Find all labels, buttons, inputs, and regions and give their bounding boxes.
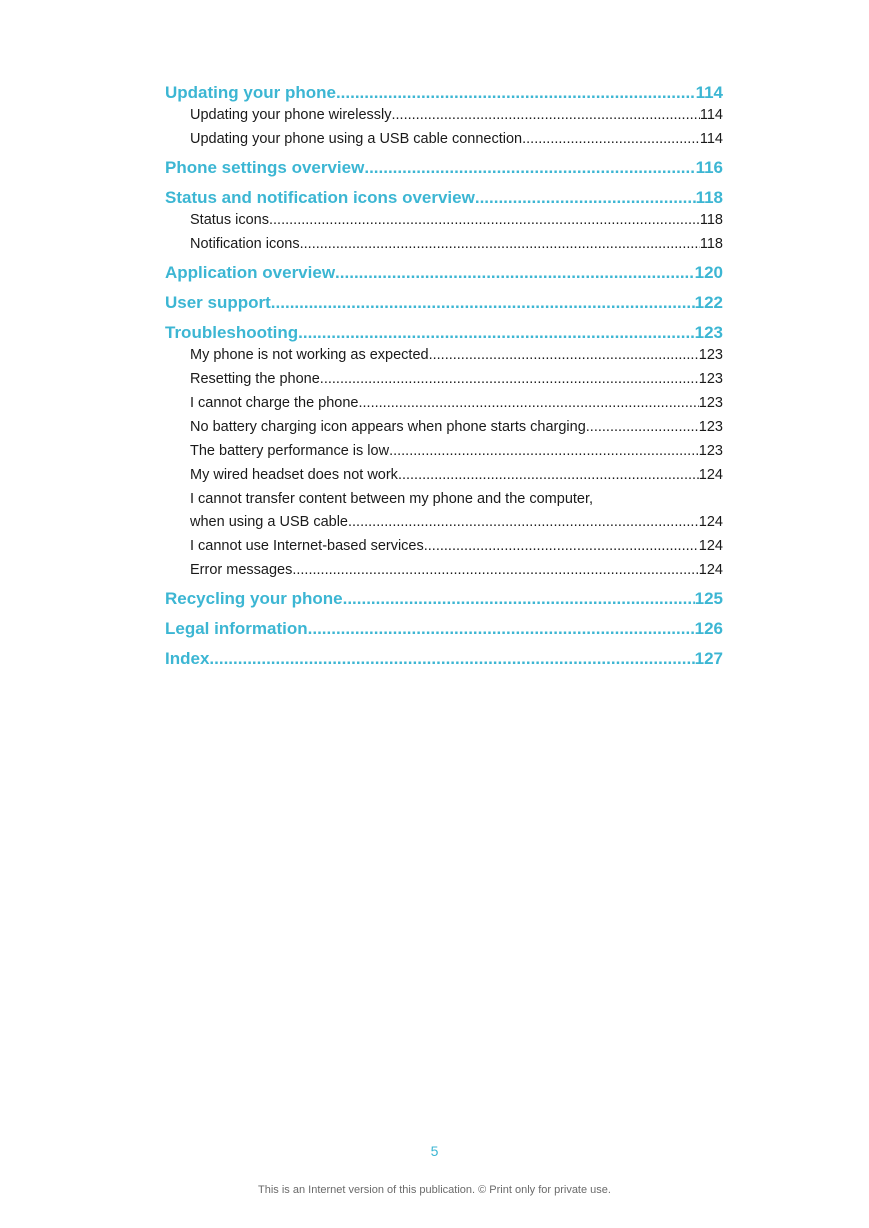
dot-leader [475, 187, 696, 208]
dot-leader [320, 370, 699, 388]
toc-entry-title: Application overview [165, 263, 336, 282]
toc-entry-title: Phone settings overview [165, 158, 365, 177]
toc-entry-page: 114 [695, 83, 723, 102]
toc-subentry-title-line2: when using a USB cable [190, 514, 348, 530]
toc-subentry-page: 123 [698, 371, 723, 387]
toc-subentry[interactable] [165, 442, 723, 460]
toc-subentry[interactable] [165, 466, 723, 484]
toc-subentry-title: My phone is not working as expected [190, 347, 429, 363]
toc-entry-status-icons-overview[interactable] [165, 187, 723, 208]
dot-leader [298, 322, 694, 343]
dot-leader [308, 618, 695, 639]
toc-subentry-page: 118 [699, 236, 723, 252]
toc-subentry-page: 123 [698, 419, 723, 435]
toc-subentry-title: The battery performance is low [190, 443, 390, 459]
toc-subentry[interactable] [165, 130, 723, 148]
dot-leader [586, 418, 699, 436]
dot-leader [269, 211, 700, 229]
toc-subentry[interactable] [165, 394, 723, 412]
toc-entry-page: 118 [695, 188, 723, 207]
dot-leader [389, 442, 699, 460]
toc-subentry-title: Notification icons [190, 236, 300, 252]
toc-subentry-title: Updating your phone using a USB cable connection [190, 131, 523, 147]
toc-entry-page: 127 [694, 649, 723, 668]
toc-subentry[interactable] [165, 537, 723, 555]
toc-subentry[interactable] [165, 346, 723, 364]
toc-entry-index[interactable] [165, 648, 723, 669]
toc-entry-page: 122 [694, 293, 723, 312]
toc-subentry[interactable] [165, 418, 723, 436]
toc-subentry[interactable] [165, 211, 723, 229]
toc-subentry-page: 123 [698, 443, 723, 459]
dot-leader [343, 588, 695, 609]
table-of-contents [165, 78, 723, 669]
toc-subentry-title: I cannot charge the phone [190, 395, 359, 411]
toc-entry-page: 120 [694, 263, 723, 282]
dot-leader [300, 235, 700, 253]
page-number: 5 [430, 1143, 439, 1159]
toc-entry-page: 123 [694, 323, 723, 342]
toc-subentry-title: I cannot use Internet-based services [190, 538, 424, 554]
dot-leader [336, 82, 696, 103]
toc-subentry-title: No battery charging icon appears when phone starts charging [190, 419, 586, 435]
toc-entry-legal-information[interactable] [165, 618, 723, 639]
toc-subentry[interactable] [165, 370, 723, 388]
toc-subentry[interactable] [165, 561, 723, 579]
toc-subentry-page: 124 [698, 514, 723, 530]
toc-subentry-title-line1: I cannot transfer content between my phone and the computer, [190, 491, 594, 507]
toc-subentry[interactable] [165, 106, 723, 124]
toc-subentry-page: 124 [698, 538, 723, 554]
toc-entry-phone-settings-overview[interactable] [165, 157, 723, 178]
toc-subentry-line2 [190, 513, 723, 531]
dot-leader [398, 466, 699, 484]
toc-subentry-page: 118 [699, 212, 723, 228]
dot-leader [271, 292, 695, 313]
toc-subentry[interactable] [165, 490, 723, 531]
toc-entry-troubleshooting[interactable] [165, 322, 723, 343]
toc-subentry-title: Error messages [190, 562, 293, 578]
toc-entry-updating-your-phone[interactable] [165, 82, 723, 103]
dot-leader [209, 648, 694, 669]
toc-entry-title: User support [165, 293, 271, 312]
toc-subentry-page: 114 [699, 107, 723, 123]
dot-leader [292, 561, 698, 579]
dot-leader [522, 130, 700, 148]
toc-entry-title: Recycling your phone [165, 589, 343, 608]
dot-leader [359, 394, 699, 412]
toc-entry-title: Index [165, 649, 210, 668]
toc-entry-page: 116 [695, 158, 723, 177]
toc-subentry-page: 114 [699, 131, 723, 147]
toc-subentry-page: 123 [698, 395, 723, 411]
toc-subentry-title: Resetting the phone [190, 371, 320, 387]
toc-subentry-page: 124 [698, 562, 723, 578]
toc-entry-recycling-your-phone[interactable] [165, 588, 723, 609]
dot-leader [424, 537, 699, 555]
dot-leader [335, 262, 695, 283]
footer-note: This is an Internet version of this publication. © Print only for private use. [258, 1184, 611, 1196]
toc-entry-page: 125 [694, 589, 723, 608]
toc-entry-title: Updating your phone [165, 83, 336, 102]
toc-entry-application-overview[interactable] [165, 262, 723, 283]
toc-subentry[interactable] [165, 235, 723, 253]
toc-subentry-title: My wired headset does not work [190, 467, 398, 483]
dot-leader [364, 157, 695, 178]
toc-subentry-page: 123 [698, 347, 723, 363]
toc-entry-title: Legal information [165, 619, 308, 638]
toc-subentry-page: 124 [698, 467, 723, 483]
toc-entry-user-support[interactable] [165, 292, 723, 313]
dot-leader [348, 513, 699, 531]
toc-entry-page: 126 [694, 619, 723, 638]
dot-leader [429, 346, 699, 364]
toc-subentry-title: Updating your phone wirelessly [190, 107, 392, 123]
toc-subentry-title: Status icons [190, 212, 269, 228]
dot-leader [392, 106, 700, 124]
toc-entry-title: Status and notification icons overview [165, 188, 475, 207]
toc-entry-title: Troubleshooting [165, 323, 299, 342]
